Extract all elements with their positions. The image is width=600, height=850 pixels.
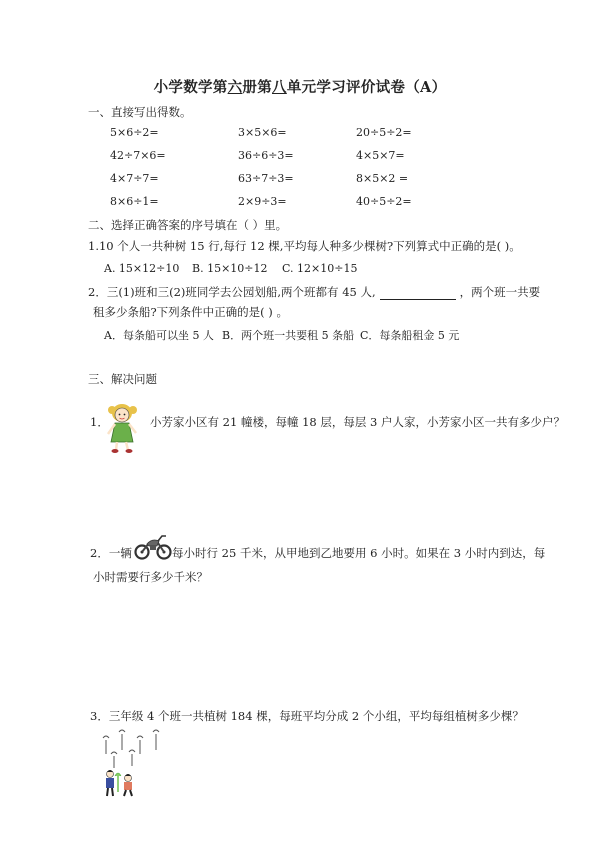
problem-1-text: 小芳家小区有 21 幢楼，每幢 18 层，每层 3 户人家，小芳家小区一共有多少户？ — [150, 415, 566, 429]
q1-option-a: A. 15×12÷10 — [104, 262, 180, 275]
question-2-line2: 租多少条船?下列条件中正确的是( ) 。 — [93, 305, 288, 319]
q1-option-c: C. 12×10÷15 — [282, 262, 358, 275]
q2-option-b: B．两个班一共要租 5 条船 — [222, 329, 355, 342]
question-2-line1: 2．三(1)班和三(2)班同学去公园划船,两个班都有 45 人, ，两个班一共要 — [88, 285, 541, 299]
section3-heading: 三、解决问题 — [88, 372, 157, 386]
q1-option-b: B. 15×10÷12 — [192, 262, 268, 275]
problem-2-line2: 小时需要行多少千米？ — [93, 570, 208, 584]
calc-item: 5×6÷2= — [110, 126, 159, 139]
problem-1-number: 1． — [90, 415, 109, 429]
calc-item: 40÷5÷2= — [356, 195, 412, 208]
section2-heading: 二、选择正确答案的序号填在（ ）里。 — [88, 218, 288, 232]
problem-2-text: 每小时行 25 千米，从甲地到乙地要用 6 小时。如果在 3 小时内到达，每 — [172, 546, 546, 560]
calc-item: 2×9÷3= — [238, 195, 287, 208]
question-1-text: 1.10 个人一共种树 15 行,每行 12 棵,平均每人种多少棵树?下列算式中正确的是( )。 — [88, 239, 521, 253]
calc-item: 4×7÷7= — [110, 172, 159, 185]
calc-item: 36÷6÷3= — [238, 149, 294, 162]
problem-2-pre: 2．一辆 — [90, 546, 132, 560]
calc-item: 4×5×7= — [356, 149, 405, 162]
section1-heading: 一、直接写出得数。 — [88, 105, 192, 119]
calc-item: 3×5×6= — [238, 126, 287, 139]
calc-item: 42÷7×6= — [110, 149, 166, 162]
girl-illustration — [104, 402, 144, 454]
calc-item: 63÷7÷3= — [238, 172, 294, 185]
page-title: 小学数学第六册第八单元学习评价试卷（A） — [153, 79, 447, 96]
calc-item: 20÷5÷2= — [356, 126, 412, 139]
q2-option-c: C．每条船租金 5 元 — [360, 329, 460, 342]
problem-3-text: 3．三年级 4 个班一共植树 184 棵，每班平均分成 2 个小组，平均每组植树多少棵？ — [90, 709, 524, 723]
answer-blank — [380, 288, 456, 300]
motorcycle-icon — [134, 532, 172, 560]
tree-planting-illustration — [100, 726, 164, 798]
q2-option-a: A．每条船可以坐 5 人 — [104, 329, 214, 342]
calc-item: 8×5×2 = — [356, 172, 409, 185]
calc-item: 8×6÷1= — [110, 195, 159, 208]
